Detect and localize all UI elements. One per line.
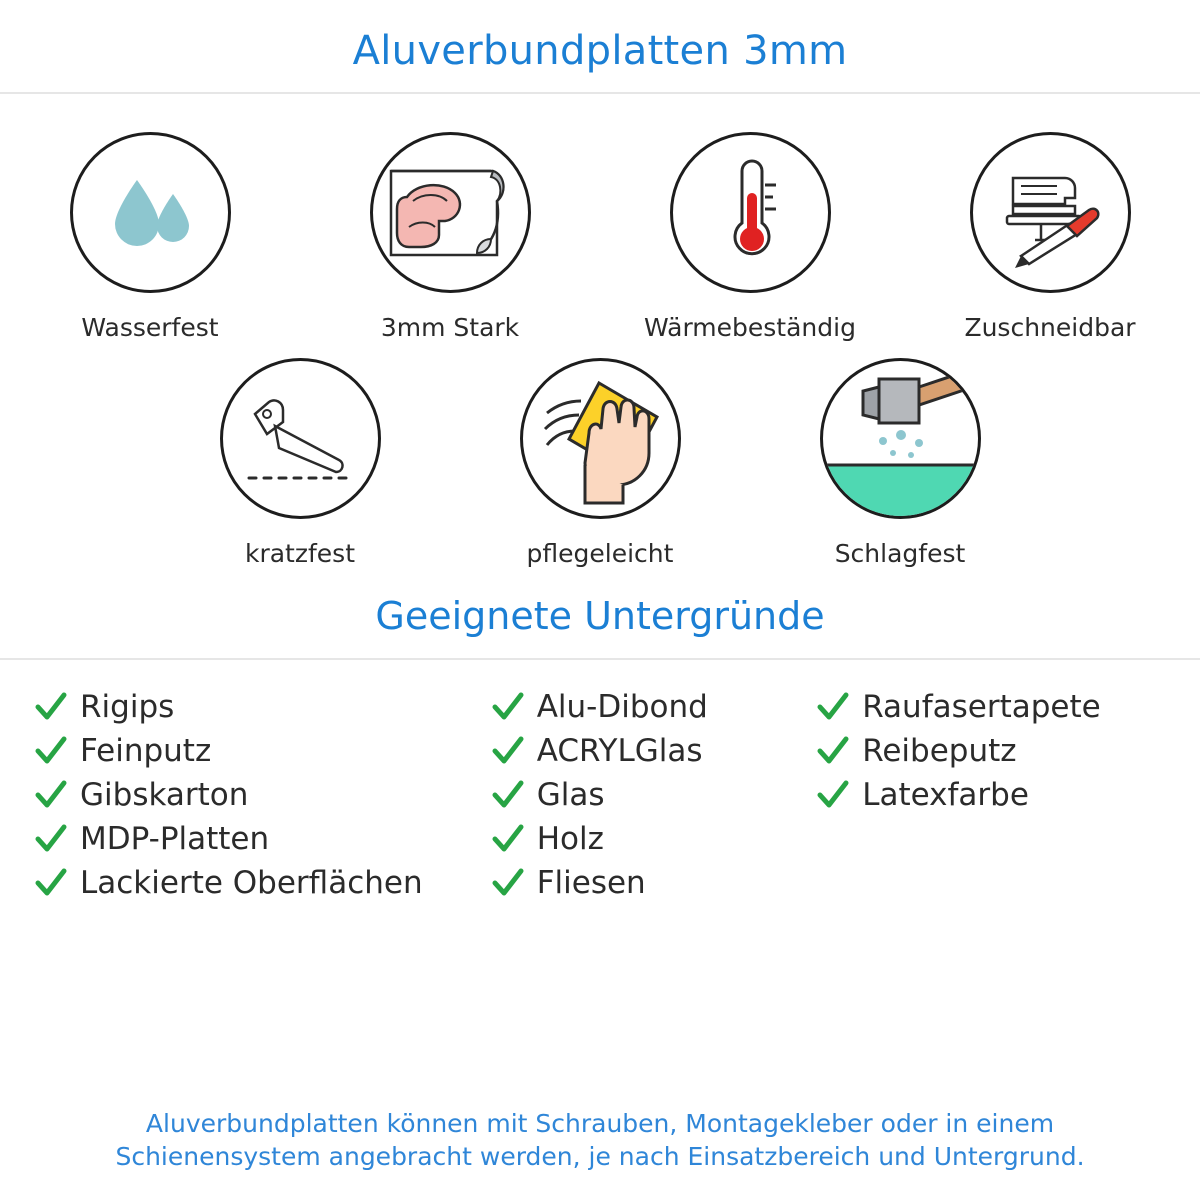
feature-3mm-stark [300, 132, 600, 342]
green-check-icon [491, 866, 525, 900]
list-item-label: Raufasertapete [862, 689, 1101, 725]
feature-icon-circle [520, 358, 681, 519]
list-item-label: Latexfarbe [862, 777, 1029, 813]
feature-kratzfest [150, 358, 450, 568]
list-item [491, 774, 817, 816]
footer-note: Aluverbundplatten können mit Schrauben, Montagekleber oder in einem Schienensystem angebracht werden, je nach Einsatzbereich und Untergrund. [115, 1108, 1085, 1172]
feature-icon-circle [220, 358, 381, 519]
list-item [34, 774, 491, 816]
green-check-icon [34, 690, 68, 724]
green-check-icon [816, 778, 850, 812]
list-item-label: Alu-Dibond [536, 689, 708, 725]
page-title: Aluverbundplatten 3mm [352, 28, 848, 74]
feature-icon-circle [820, 358, 981, 519]
list-item-label: Reibeputz [862, 733, 1017, 769]
feature-label: Wasserfest [81, 313, 219, 342]
substrates-column-3 [816, 686, 1166, 906]
list-item-label: ACRYLGlas [536, 733, 703, 769]
green-check-icon [34, 866, 68, 900]
feature-wasserfest [0, 132, 300, 342]
cleaning-hand-cloth-icon [523, 361, 678, 516]
feature-icon-circle [370, 132, 531, 293]
feature-label: kratzfest [244, 539, 355, 568]
list-item [816, 686, 1166, 728]
feature-icon-circle [670, 132, 831, 293]
list-item-label: MDP-Platten [80, 821, 270, 857]
hammer-impact-icon [823, 361, 978, 516]
substrates-list [0, 660, 1200, 906]
list-item [34, 730, 491, 772]
flexed-arm-icon [373, 135, 528, 290]
feature-icon-circle [70, 132, 231, 293]
list-item-label: Feinputz [80, 733, 212, 769]
water-drop-icon [95, 158, 205, 268]
green-check-icon [491, 690, 525, 724]
green-check-icon [491, 822, 525, 856]
feature-label: Schlagfest [834, 539, 966, 568]
section-title-block [0, 568, 1200, 660]
list-item [491, 730, 817, 772]
feature-waermebestaendig [600, 132, 900, 342]
feature-pflegeleicht [450, 358, 750, 568]
feature-zuschneidbar [900, 132, 1200, 342]
knife-scratch-icon [235, 374, 365, 504]
feature-icon-circle [970, 132, 1131, 293]
thermometer-icon [690, 153, 810, 273]
substrates-column-1 [34, 686, 491, 906]
green-check-icon [491, 734, 525, 768]
features-section [0, 94, 1200, 568]
feature-label: 3mm Stark [380, 313, 520, 342]
list-item [816, 774, 1166, 816]
substrates-column-2 [491, 686, 817, 906]
feature-schlagfest [750, 358, 1050, 568]
list-item [491, 818, 817, 860]
list-item [34, 862, 491, 904]
jigsaw-cutter-icon [985, 148, 1115, 278]
page-title-block [0, 0, 1200, 94]
list-item-label: Holz [536, 821, 604, 857]
features-row-2 [0, 358, 1200, 568]
list-item-label: Lackierte Oberflächen [80, 865, 423, 901]
list-item [816, 730, 1166, 772]
list-item [34, 818, 491, 860]
list-item [491, 862, 817, 904]
list-item-label: Fliesen [536, 865, 646, 901]
feature-label: Zuschneidbar [964, 313, 1136, 342]
green-check-icon [816, 734, 850, 768]
list-item-label: Gibskarton [80, 777, 249, 813]
list-item [491, 686, 817, 728]
green-check-icon [816, 690, 850, 724]
section-title: Geeignete Untergründe [375, 594, 825, 638]
green-check-icon [491, 778, 525, 812]
feature-label: Wärmebeständig [644, 313, 856, 342]
green-check-icon [34, 778, 68, 812]
list-item-label: Rigips [80, 689, 175, 725]
feature-label: pflegeleicht [526, 539, 674, 568]
features-row-1 [0, 132, 1200, 342]
list-item-label: Glas [536, 777, 605, 813]
green-check-icon [34, 822, 68, 856]
green-check-icon [34, 734, 68, 768]
list-item [34, 686, 491, 728]
